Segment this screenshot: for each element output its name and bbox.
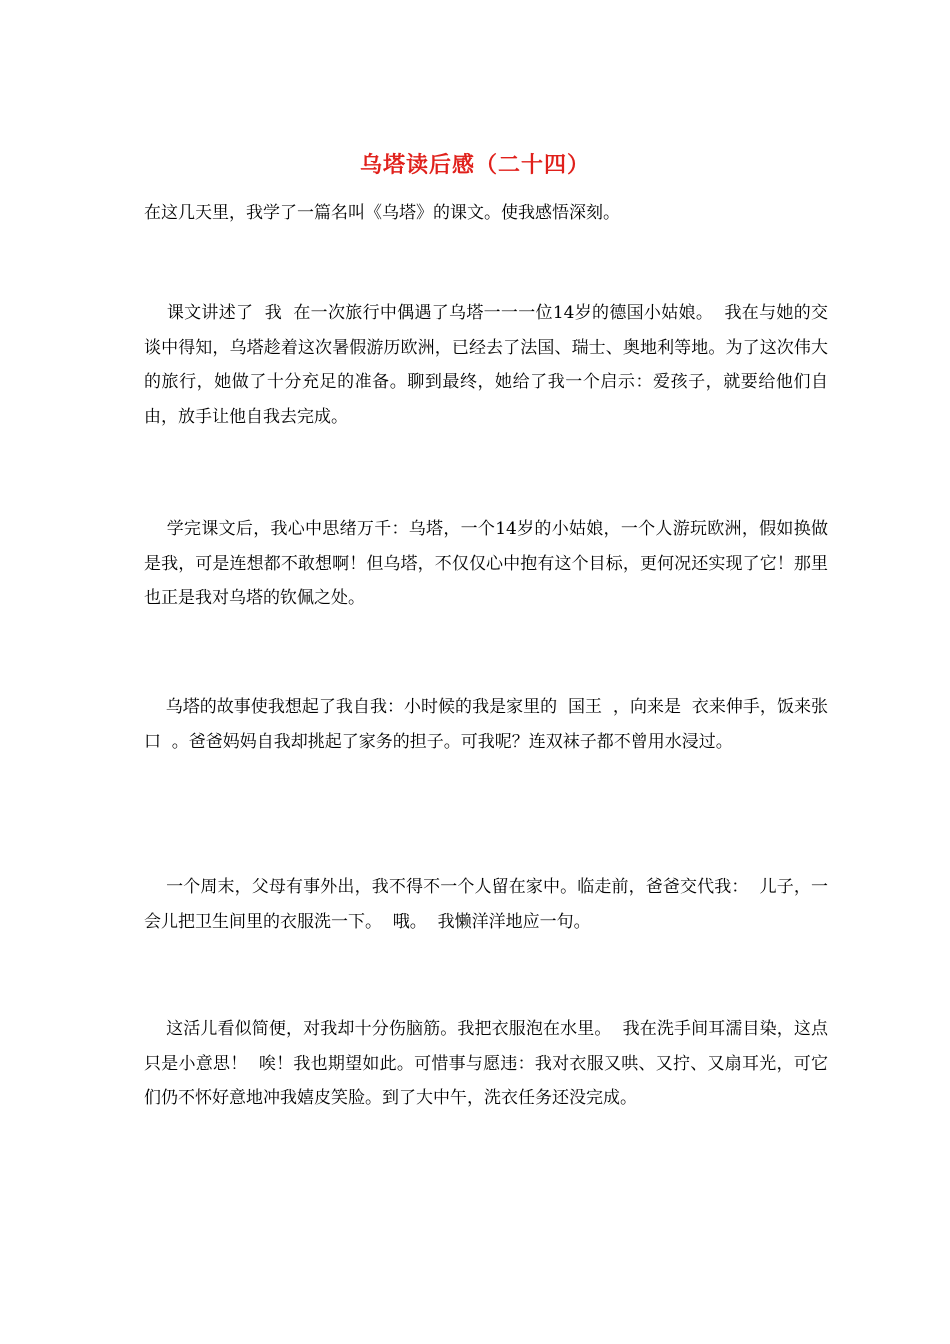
paragraph-lesson-summary: 课文讲述了 我 在一次旅行中偶遇了乌塔一一一位14岁的德国小姑娘。 我在与她的交谈中得知，乌塔趁着这次暑假游历欧洲，已经去了法国、瑞士、奥地利等地。为了这次伟大的旅行，她做了十分充足的准备。聊到最终，她给了我一个启示：爱孩子，就要给他们自由，放手让他自我去完成。 xyxy=(144,303,828,427)
paragraph-reflection: 学完课文后，我心中思绪万千：乌塔，一个14岁的小姑娘，一个人游玩欧洲，假如换做是我，可是连想都不敢想啊！但乌塔，不仅仅心中抱有这个目标，更何况还实现了它！那里也正是我对乌塔的钦佩之处。 xyxy=(144,519,828,608)
paragraph-self-comparison: 乌塔的故事使我想起了我自我：小时候的我是家里的 国王 ，向来是 衣来伸手，饭来张口 。爸爸妈妈自我却挑起了家务的担子。可我呢？连双袜子都不曾用水浸过。 xyxy=(144,697,828,752)
document-title: 乌塔读后感（二十四） xyxy=(359,152,590,178)
paragraph-laundry: 这活儿看似简便，对我却十分伤脑筋。我把衣服泡在水里。 我在洗手间耳濡目染，这点只是小意思！ 唉！我也期望如此。可惜事与愿违：我对衣服又哄、又拧、又扇耳光，可它们仍不怀好意地冲我嬉皮笑脸。到了大中午，洗衣任务还没完成。 xyxy=(144,1019,828,1108)
paragraph-weekend: 一个周末，父母有事外出，我不得不一个人留在家中。临走前，爸爸交代我： 儿子，一会儿把卫生间里的衣服洗一下。 哦。 我懒洋洋地应一句。 xyxy=(144,877,828,932)
paragraph-intro: 在这几天里，我学了一篇名叫《乌塔》的课文。使我感悟深刻。 xyxy=(144,203,620,223)
